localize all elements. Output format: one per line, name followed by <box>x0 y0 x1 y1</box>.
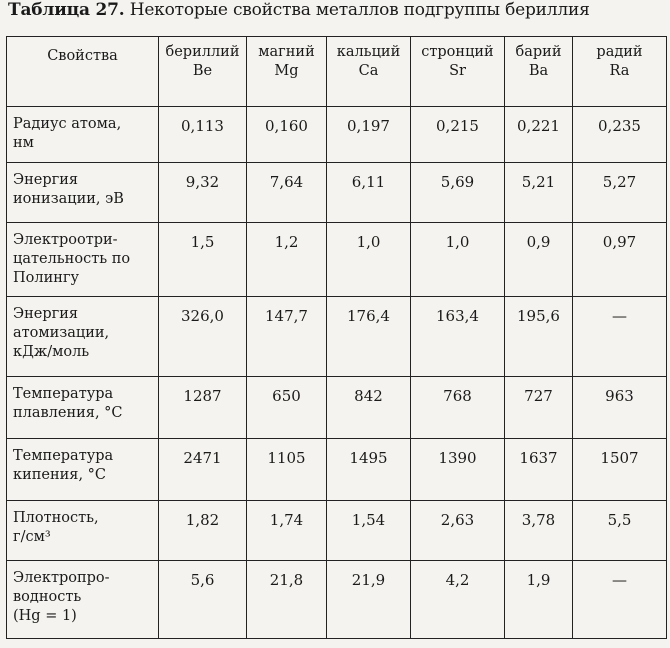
table-title: Некоторые свойства металлов подгруппы бериллия <box>129 0 590 20</box>
property-line: г/см³ <box>13 529 51 545</box>
cell-value: 963 <box>573 377 667 439</box>
table-row <box>7 439 667 501</box>
header-element-mg <box>247 37 327 107</box>
cell-value: 5,5 <box>573 501 667 561</box>
cell-value: 0,197 <box>327 107 411 163</box>
element-name: кальций <box>336 44 401 60</box>
properties-table <box>6 36 667 639</box>
header-row <box>7 37 667 107</box>
row-label-boiling-point <box>7 439 159 501</box>
cell-value: 1,74 <box>247 501 327 561</box>
property-line: Электропро- <box>13 570 110 586</box>
cell-value: 0,9 <box>505 223 573 297</box>
property-line: водность <box>13 589 82 605</box>
property-line: Плотность, <box>13 510 99 526</box>
cell-value: 3,78 <box>505 501 573 561</box>
cell-value: 0,215 <box>411 107 505 163</box>
header-element-ba <box>505 37 573 107</box>
cell-value: 176,4 <box>327 297 411 377</box>
table-row <box>7 163 667 223</box>
table-row <box>7 561 667 639</box>
cell-value: 21,9 <box>327 561 411 639</box>
property-line: Энергия <box>13 306 79 322</box>
cell-value: 163,4 <box>411 297 505 377</box>
cell-value: 5,6 <box>159 561 247 639</box>
element-symbol: Ba <box>528 63 549 79</box>
table-row <box>7 223 667 297</box>
header-element-ca <box>327 37 411 107</box>
cell-value: 1390 <box>411 439 505 501</box>
cell-value: 1,5 <box>159 223 247 297</box>
table-row <box>7 501 667 561</box>
property-line: Электроотри- <box>13 232 118 248</box>
cell-value: 0,221 <box>505 107 573 163</box>
cell-value: 0,160 <box>247 107 327 163</box>
table-caption <box>8 0 590 20</box>
cell-value: 768 <box>411 377 505 439</box>
table-row <box>7 377 667 439</box>
property-line: (Hg = 1) <box>13 608 77 624</box>
property-line: Энергия <box>13 172 79 188</box>
cell-value: 7,64 <box>247 163 327 223</box>
element-symbol: Mg <box>274 63 299 79</box>
property-line: цательность по <box>13 251 131 267</box>
header-element-be <box>159 37 247 107</box>
table-row <box>7 297 667 377</box>
property-line: Температура <box>13 448 114 464</box>
cell-value: 5,27 <box>573 163 667 223</box>
property-line: атомизации, <box>13 325 110 341</box>
cell-value: 650 <box>247 377 327 439</box>
row-label-density <box>7 501 159 561</box>
cell-value: 1,82 <box>159 501 247 561</box>
row-label-melting-point <box>7 377 159 439</box>
cell-value: 1495 <box>327 439 411 501</box>
cell-value: 1,2 <box>247 223 327 297</box>
element-name: барий <box>515 44 562 60</box>
element-name: стронций <box>421 44 494 60</box>
cell-value: 4,2 <box>411 561 505 639</box>
property-line: кДж/моль <box>13 344 90 360</box>
cell-value: — <box>573 561 667 639</box>
cell-value: 1,9 <box>505 561 573 639</box>
element-symbol: Ca <box>358 63 379 79</box>
element-symbol: Be <box>192 63 213 79</box>
cell-value: 6,11 <box>327 163 411 223</box>
cell-value: 9,32 <box>159 163 247 223</box>
element-name: бериллий <box>165 44 240 60</box>
cell-value: 5,21 <box>505 163 573 223</box>
cell-value: 195,6 <box>505 297 573 377</box>
table-number: Таблица 27. <box>8 0 125 20</box>
cell-value: 0,235 <box>573 107 667 163</box>
cell-value: 1287 <box>159 377 247 439</box>
header-element-ra <box>573 37 667 107</box>
cell-value: 1105 <box>247 439 327 501</box>
cell-value: 2,63 <box>411 501 505 561</box>
header-property: Свойства <box>7 37 159 107</box>
cell-value: 1,0 <box>327 223 411 297</box>
property-line: нм <box>13 135 34 151</box>
cell-value: 1637 <box>505 439 573 501</box>
property-line: Полингу <box>13 270 80 286</box>
row-label-ionization-energy <box>7 163 159 223</box>
cell-value: 0,113 <box>159 107 247 163</box>
cell-value: 727 <box>505 377 573 439</box>
element-name: радий <box>596 44 643 60</box>
element-name: магний <box>258 44 315 60</box>
cell-value: 21,8 <box>247 561 327 639</box>
property-line: ионизации, эВ <box>13 191 124 207</box>
cell-value: — <box>573 297 667 377</box>
cell-value: 326,0 <box>159 297 247 377</box>
table-row <box>7 107 667 163</box>
cell-value: 1507 <box>573 439 667 501</box>
row-label-atomic-radius <box>7 107 159 163</box>
cell-value: 2471 <box>159 439 247 501</box>
cell-value: 5,69 <box>411 163 505 223</box>
element-symbol: Ra <box>609 63 630 79</box>
row-label-electronegativity <box>7 223 159 297</box>
cell-value: 1,0 <box>411 223 505 297</box>
element-symbol: Sr <box>449 63 466 79</box>
property-line: Радиус атома, <box>13 116 122 132</box>
property-line: плавления, °С <box>13 405 123 421</box>
cell-value: 0,97 <box>573 223 667 297</box>
row-label-atomization-energy <box>7 297 159 377</box>
property-line: Температура <box>13 386 114 402</box>
cell-value: 147,7 <box>247 297 327 377</box>
header-element-sr <box>411 37 505 107</box>
cell-value: 842 <box>327 377 411 439</box>
row-label-conductivity <box>7 561 159 639</box>
property-line: кипения, °С <box>13 467 107 483</box>
cell-value: 1,54 <box>327 501 411 561</box>
